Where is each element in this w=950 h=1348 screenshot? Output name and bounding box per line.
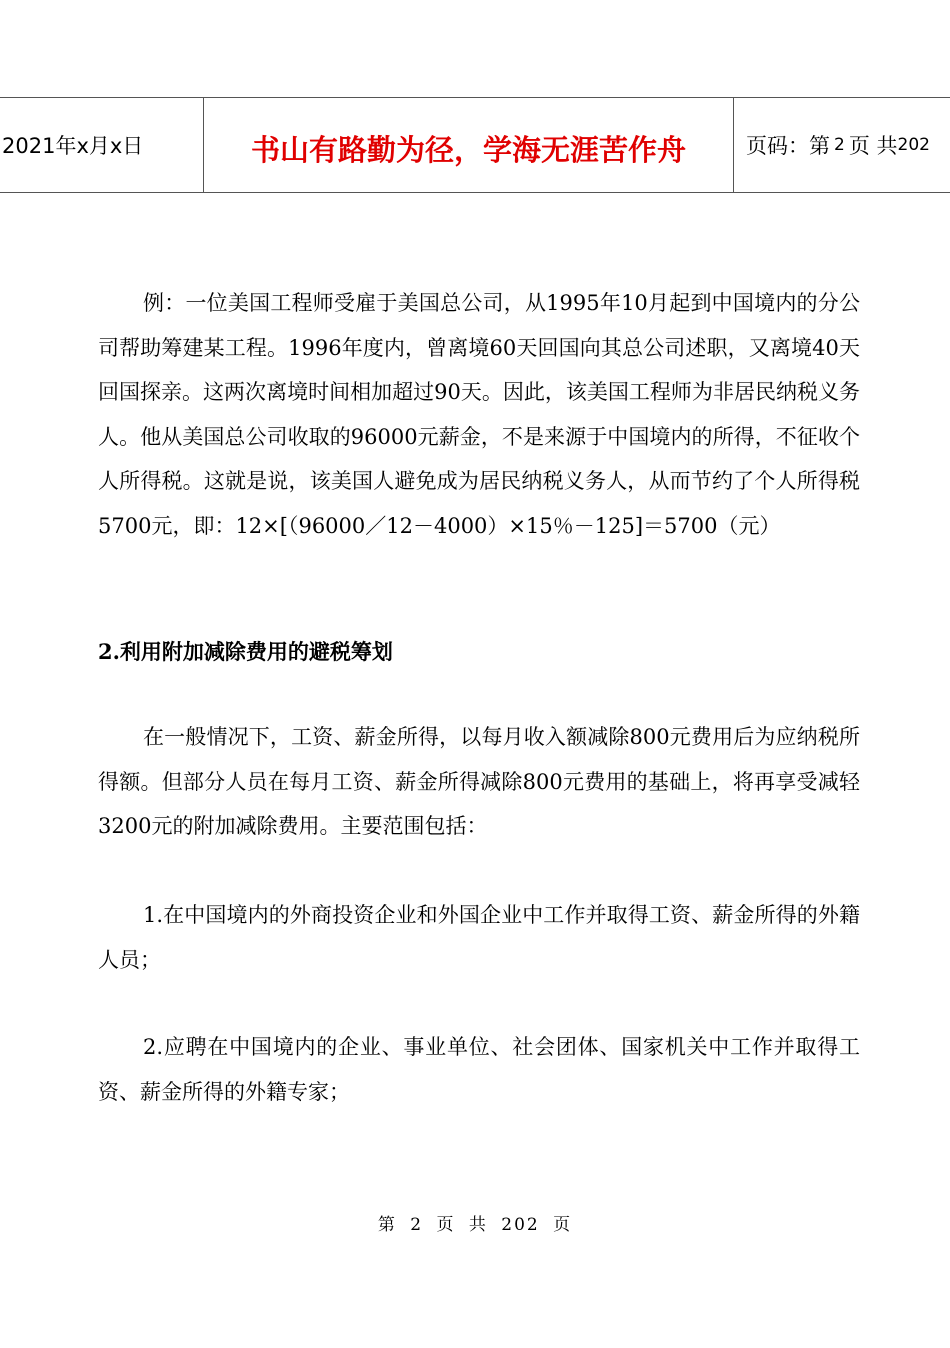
paragraph-example: 例：一位美国工程师受雇于美国总公司，从1995年10月起到中国境内的分公司帮助筹建某工程。1996年度内，曾离境60天回国向其总公司述职，又离境40天回国探亲。这两次离境时间相加超过90天。因此，该美国工程师为非居民纳税义务人。他从美国总公司收取的96000元薪金，不是来源于中国境内的所得，不征收个人所得税。这就是说，该美国人避免成为居民纳税义务人，从而节约了个人所得税5700元，即：12×[（96000／12－4000）×15％－125]＝5700（元） [98,291,860,538]
paragraph-item-1: 1.在中国境内的外商投资企业和外国企业中工作并取得工资、薪金所得的外籍人员； [98,903,860,972]
footer-ye: 页 [436,1215,456,1235]
header-table [0,97,950,193]
footer-total-pages: 202 [501,1215,540,1235]
header-page-info [734,98,950,192]
header-motto: 书山有路勤为径，学海无涯苦作舟 [204,98,734,192]
header-page-label: 页码：第 [746,134,830,158]
header-page-number: 2 [834,135,845,155]
header-page-total: 202 [897,135,930,155]
section-heading: 2.利用附加减除费用的避税筹划 [98,639,393,664]
paragraph-item-2: 2.应聘在中国境内的企业、事业单位、社会团体、国家机关中工作并取得工资、薪金所得的外籍专家； [98,1035,860,1104]
footer-page-number: 2 [410,1215,424,1235]
page-footer [0,1210,950,1235]
footer-ye2: 页 [553,1215,573,1235]
footer-di: 第 [377,1215,397,1235]
header-date: 2021年x月x日 [0,98,204,192]
paragraph-intro: 在一般情况下，工资、薪金所得，以每月收入额减除800元费用后为应纳税所得额。但部分人员在每月工资、薪金所得减除800元费用的基础上，将再享受减轻3200元的附加减除费用。主要范围包括： [98,725,860,838]
header-page-mid: 页 共 [848,134,898,158]
footer-gong: 共 [468,1215,488,1235]
